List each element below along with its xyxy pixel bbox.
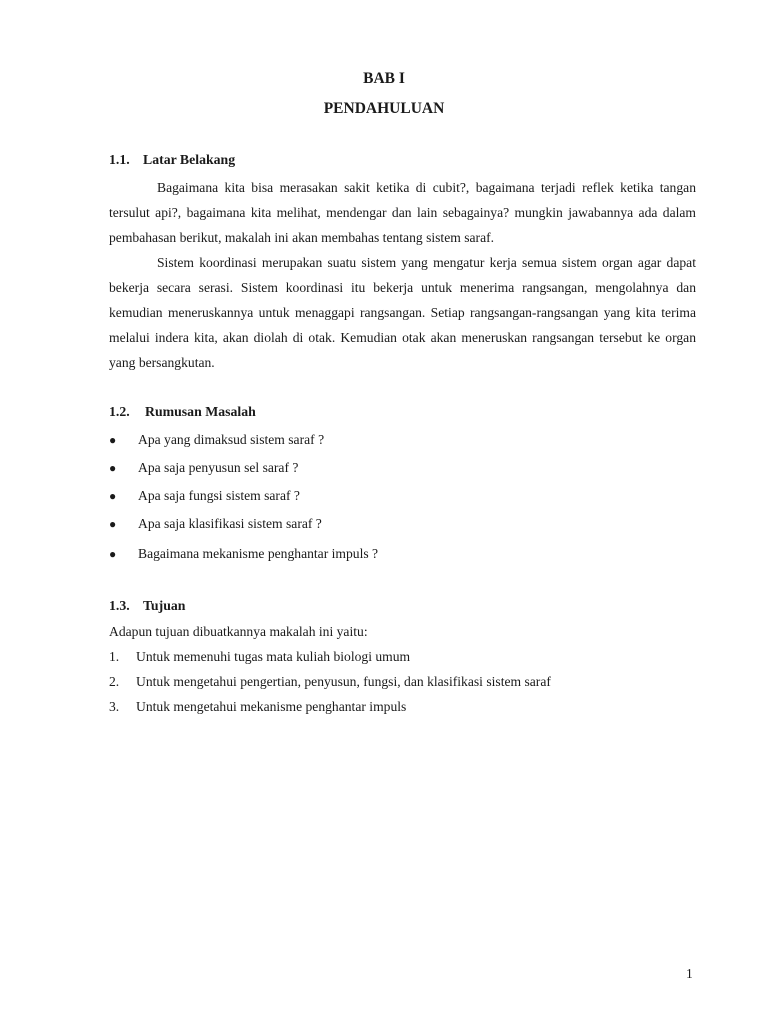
bullet-icon: ● [109,489,117,503]
list-item-text: Apa saja klasifikasi sistem saraf ? [138,516,322,531]
page-number: 1 [686,966,693,981]
section-number: 1.3. [109,598,130,613]
chapter-title: PENDAHULUAN [323,100,445,117]
paragraph-2 [109,250,696,375]
numbered-item [109,647,410,667]
tujuan-intro: Adapun tujuan dibuatkannya makalah ini yaitu: [109,624,368,639]
section-heading-tujuan [109,598,185,614]
section-number: 1.1. [109,152,130,167]
item-number: 3. [109,699,120,714]
numbered-item [109,697,406,717]
bullet-icon: ● [109,461,117,475]
paragraph-1 [109,175,696,250]
item-text: Untuk mengetahui mekanisme penghantar impuls [136,699,407,714]
section-title: Latar Belakang [143,152,236,167]
bullet-icon: ● [109,517,117,531]
chapter-label: BAB I [363,70,405,87]
section-title: Rumusan Masalah [145,404,256,419]
bullet-icon: ● [109,547,117,561]
list-item-text: Apa yang dimaksud sistem saraf ? [138,432,325,447]
bullet-icon: ● [109,433,117,447]
section-title: Tujuan [143,598,186,613]
paragraph-text: Sistem koordinasi merupakan suatu sistem yang mengatur kerja semua sistem organ agar dapat bekerja secara serasi. Sistem koordinasi itu bekerja untuk menerima rangsangan, mengolahnya dan kemudian meneruskannya untuk menaggapi rangsangan. Setiap rangsangan-rangsangan yang kita terima melalui indera kita, akan diolah di otak. Kemudian otak akan meneruskan rangsangan tersebut ke organ yang bersangkutan. [109,255,696,370]
list-item-text: Apa saja penyusun sel saraf ? [138,460,299,475]
numbered-item [109,672,551,692]
section-heading-latar-belakang [109,152,235,168]
list-item-text: Bagaimana mekanisme penghantar impuls ? [138,546,379,561]
list-item-text: Apa saja fungsi sistem saraf ? [138,488,300,503]
paragraph-text: Bagaimana kita bisa merasakan sakit ketika di cubit?, bagaimana terjadi reflek ketika tangan tersulut api?, bagaimana kita melihat, mendengar dan lain sebagainya? mungkin jawabannya ada dalam pembahasan berikut, makalah ini akan membahas tentang sistem saraf. [109,180,696,245]
item-text: Untuk mengetahui pengertian, penyusun, fungsi, dan klasifikasi sistem saraf [136,674,551,689]
item-text: Untuk memenuhi tugas mata kuliah biologi umum [136,649,411,664]
section-heading-rumusan-masalah [109,404,256,420]
section-number: 1.2. [109,404,130,419]
item-number: 2. [109,674,120,689]
item-number: 1. [109,649,120,664]
